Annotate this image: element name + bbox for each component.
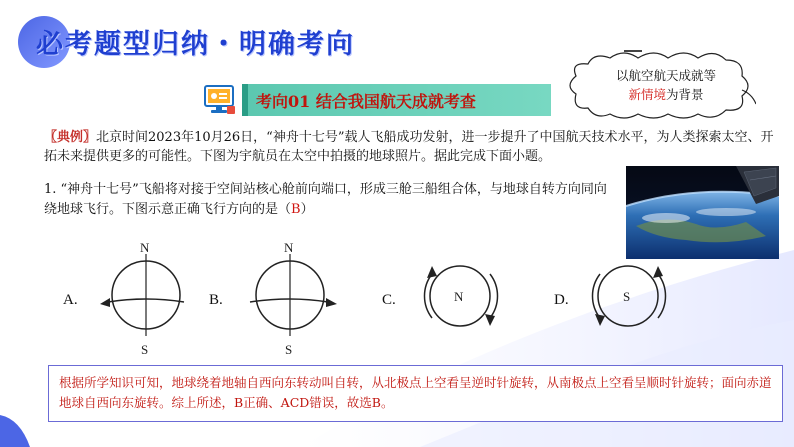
- computer-monitor-icon: [203, 82, 237, 116]
- page-title: 必考题型归纳・明确考向: [36, 29, 355, 60]
- question-answer: B: [291, 202, 301, 217]
- option-d-pole: S: [623, 289, 631, 304]
- bubble-line-2-rest: 为背景: [666, 87, 704, 102]
- option-a-diagram: [96, 240, 186, 358]
- option-b-south: S: [285, 342, 293, 357]
- option-d-diagram: [578, 252, 678, 342]
- option-a-south: S: [141, 342, 149, 357]
- example-intro: [44, 128, 779, 166]
- bubble-highlight: 新情境: [628, 87, 666, 102]
- intro-text: 北京时间2023年10月26日，“神舟十七号”载人飞船成功发射，进一步提升了中国航天技术水平，为人类探索太空、开拓未来提供更多的可能性。下图为宇航员在太空中拍摄的地球照片。据此完成下面小题。: [44, 130, 774, 164]
- question-text: 1. “神舟十七号”飞船将对接于空间站核心舱前向端口，形成三舱三船组合体，与地球自转方向同向绕地球飞行。下图示意正确飞行方向的是（: [44, 182, 607, 217]
- option-c-pole: N: [454, 289, 464, 304]
- bubble-line-1: 以航空航天成就等: [615, 68, 716, 83]
- option-c-label: C.: [382, 292, 396, 308]
- option-b-diagram: [240, 240, 340, 358]
- bubble-text: [596, 66, 736, 104]
- option-b-label: B.: [209, 292, 223, 308]
- option-a-north: N: [140, 240, 150, 255]
- option-b-north: N: [284, 240, 294, 255]
- option-c-diagram: [410, 252, 510, 342]
- corner-decoration: [0, 405, 40, 447]
- option-d-label: D.: [554, 292, 569, 308]
- earth-from-space-photo: [626, 166, 779, 259]
- topic-banner: [242, 84, 551, 116]
- option-a-label: A.: [63, 292, 78, 308]
- explanation-text: 根据所学知识可知，地球绕着地轴自西向东转动叫自转，从北极点上空看呈逆时针旋转，从南极点上空看呈顺时针旋转；面向赤道地球自西向东旋转。综上所述，B正确、ACD错误，故选B。: [59, 375, 772, 410]
- explanation-box: [48, 365, 783, 422]
- bubble-line-2: [596, 85, 736, 104]
- question-1: [44, 180, 614, 220]
- question-close: ）: [300, 202, 314, 217]
- topic-label: 考向01 结合我国航天成就考查: [256, 92, 476, 111]
- example-tag: 〖典例〗: [44, 130, 97, 145]
